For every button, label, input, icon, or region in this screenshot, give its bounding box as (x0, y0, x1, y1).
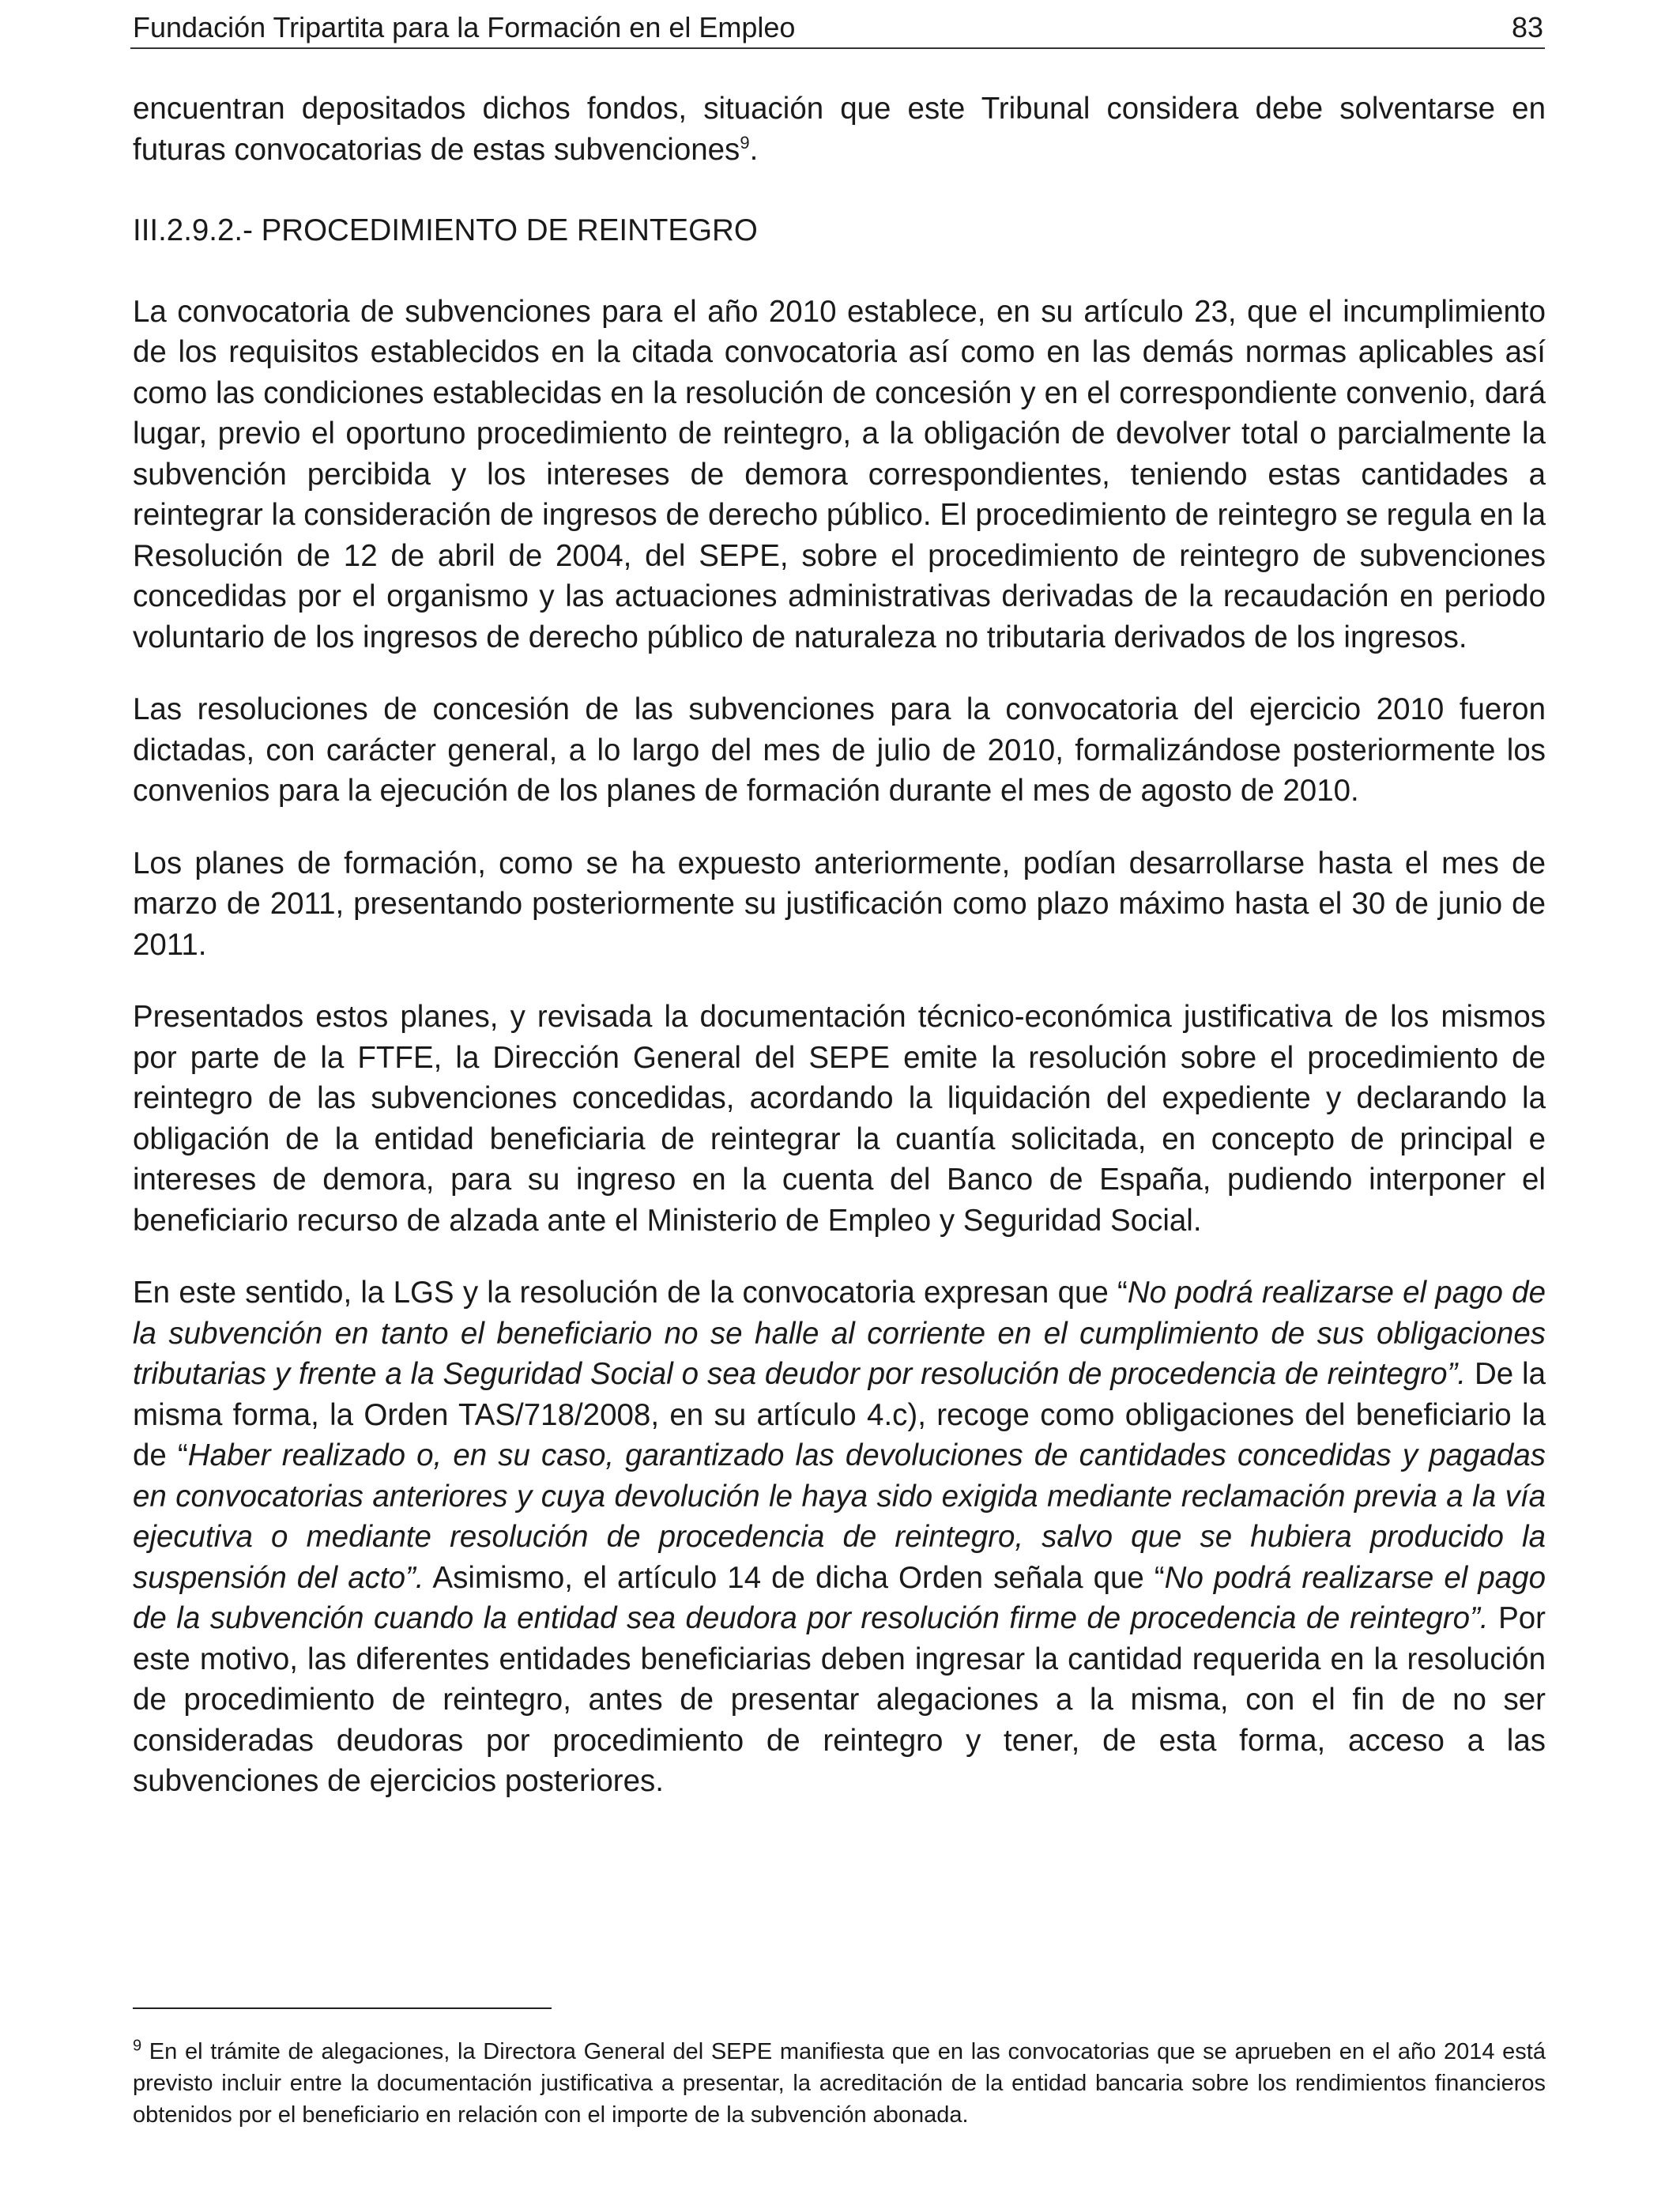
paragraph-1 (133, 89, 1546, 170)
paragraph-6-text-4: Por este motivo, las diferentes entidades beneficiarias deben ingresar la cantidad requerida en la resolución de procedimiento de reintegro, antes de presentar alegaciones a la misma, con el fin de no ser consideradas deudoras por procedimiento de reintegro y tener, de esta forma, acceso a las subvenciones de ejercicios posteriores. (133, 1601, 1546, 1798)
paragraph-6-text-1: En este sentido, la LGS y la resolución de la convocatoria expresan que “ (133, 1276, 1128, 1310)
paragraph-6-text-3: Asimismo, el artículo 14 de dicha Orden señala que “ (424, 1560, 1165, 1595)
page-header (130, 8, 1545, 49)
paragraph-2: La convocatoria de subvenciones para el año 2010 establece, en su artículo 23, que el incumplimiento de los requisitos establecidos en la citada convocatoria así como en las demás normas aplicables así como las condiciones establecidas en la resolución de concesión y en el correspondiente convenio, dará lugar, previo el oportuno procedimiento de reintegro, a la obligación de devolver total o parcialmente la subvención percibida y los intereses de demora correspondientes, teniendo estas cantidades a reintegrar la consideración de ingresos de derecho público. El procedimiento de reintegro se regula en la Resolución de 12 de abril de 2004, del SEPE, sobre el procedimiento de reintegro de subvenciones concedidas por el organismo y las actuaciones administrativas derivadas de la recaudación en periodo voluntario de los ingresos de derecho público de naturaleza no tributaria derivados de los ingresos. (133, 294, 1546, 654)
paragraph-4: Los planes de formación, como se ha expuesto anteriormente, podían desarrollarse hasta el mes de marzo de 2011, presentando posteriormente su justificación como plazo máximo hasta el 30 de junio de 2011. (133, 846, 1546, 962)
quote-orden-tas: Haber realizado o, en su caso, garantizado las devoluciones de cantidades concedidas y pagadas en convocatorias anteriores y cuya devolución le haya sido exigida mediante reclamación previa a la vía ejecutiva o mediante resolución de procedencia de reintegro, salvo que se hubiera producido la suspensión del acto”. (133, 1438, 1546, 1595)
quote-lgs: No podrá realizarse el pago de la subvención en tanto el beneficiario no se halle al corriente en el cumplimiento de sus obligaciones tributarias y frente a la Seguridad Social o sea deudor por resolución de procedencia de reintegro”. (133, 1276, 1546, 1391)
page-body (133, 89, 1546, 1802)
paragraph-1-end: . (749, 132, 759, 167)
paragraph-6-text-2: De la misma forma, la Orden TAS/718/2008, en su artículo 4.c), recoge como obligaciones del beneficiario la de “ (133, 1357, 1546, 1472)
section-heading: III.2.9.2.- PROCEDIMIENTO DE REINTEGRO (133, 213, 758, 247)
footnote (133, 2036, 1546, 2131)
paragraph-6 (133, 1272, 1546, 1802)
paragraph-3: Las resoluciones de concesión de las subvenciones para la convocatoria del ejercicio 2010 fueron dictadas, con carácter general, a lo largo del mes de julio de 2010, formalizándose posteriormente los convenios para la ejecución de los planes de formación durante el mes de agosto de 2010. (133, 692, 1546, 808)
footnote-marker: 9 (133, 2037, 142, 2055)
paragraph-5: Presentados estos planes, y revisada la documentación técnico-económica justificativa de los mismos por parte de la FTFE, la Dirección General del SEPE emite la resolución sobre el procedimiento de reintegro de las subvenciones concedidas, acordando la liquidación del expediente y declarando la obligación de la entidad beneficiaria de reintegrar la cuantía solicitada, en concepto de principal e intereses de demora, para su ingreso en la cuenta del Banco de España, pudiendo interponer el beneficiario recurso de alzada ante el Ministerio de Empleo y Seguridad Social. (133, 1000, 1546, 1238)
quote-articulo-14: No podrá realizarse el pago de la subvención cuando la entidad sea deudora por resolución firme de procedencia de reintegro”. (133, 1560, 1546, 1635)
footnote-text: En el trámite de alegaciones, la Directora General del SEPE manifiesta que en las convocatorias que se aprueben en el año 2014 está previsto incluir entre la documentación justificativa a presentar, la acreditación de la entidad bancaria sobre los rendimientos financieros obtenidos por el beneficiario en relación con el importe de la subvención abonada. (133, 2039, 1546, 2128)
footnote-separator (133, 2007, 552, 2009)
paragraph-1-text: encuentran depositados dichos fondos, situación que este Tribunal considera debe solventarse en futuras convocatorias de estas subvenciones (133, 92, 1546, 167)
footnote-ref[interactable]: 9 (740, 132, 750, 153)
header-title: Fundación Tripartita para la Formación en el Empleo (133, 11, 796, 43)
page-number: 83 (1511, 11, 1543, 43)
